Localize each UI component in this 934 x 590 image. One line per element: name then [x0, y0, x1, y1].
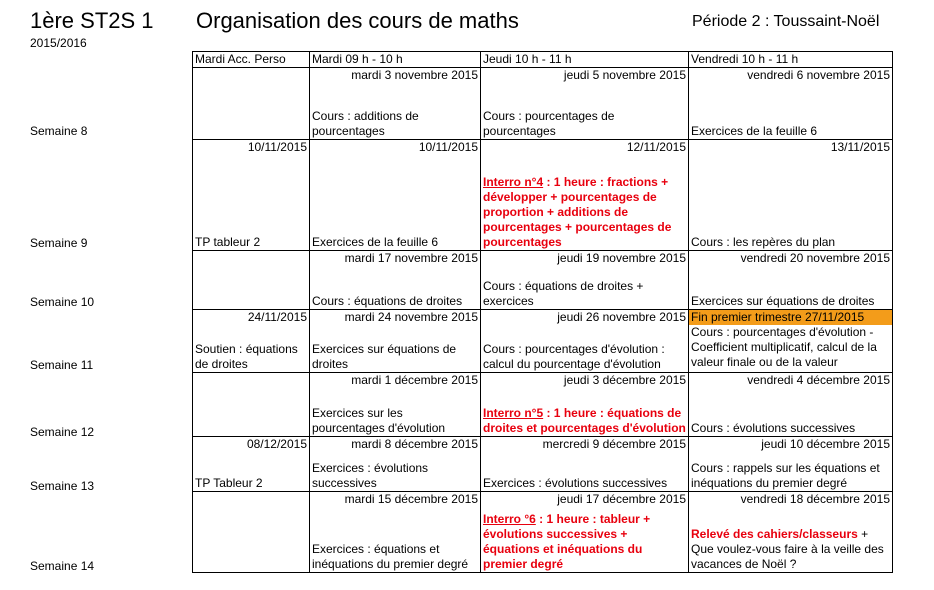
cell-content [691, 294, 890, 309]
cell-date: vendredi 18 décembre 2015 [740, 492, 890, 506]
cell-content [312, 109, 478, 139]
schedule-cell [689, 373, 893, 437]
cell-date: jeudi 10 décembre 2015 [761, 437, 890, 451]
cell-date: jeudi 19 novembre 2015 [557, 251, 686, 265]
cell-date [195, 492, 307, 507]
week-label: Semaine 13 [30, 479, 95, 493]
cell-content [312, 342, 478, 372]
cell-date: mardi 17 novembre 2015 [344, 251, 478, 265]
week-label: Semaine 11 [30, 358, 94, 372]
cell-date: mardi 1 décembre 2015 [351, 373, 478, 387]
cell-text: Soutien : équations de droites [195, 342, 298, 371]
schedule-cell [310, 140, 481, 251]
cell-content [312, 461, 478, 491]
schedule-cell [481, 437, 689, 492]
class-title: 1ère ST2S 1 [30, 8, 154, 33]
schedule-cell [310, 68, 481, 140]
interro-title: Interro °6 [483, 512, 536, 526]
schedule-cell [310, 373, 481, 437]
cell-content [195, 235, 307, 250]
week-row [193, 140, 893, 251]
cell-text: Cours : additions de pourcentages [312, 109, 419, 138]
highlight-text: : 1 heure : fractions + développer + pourcentages de proportion + additions de pourcentages + pourcentages de pourcentages [483, 175, 672, 249]
cell-content [483, 342, 686, 372]
cell-content [691, 421, 890, 436]
schedule-cell [193, 373, 310, 437]
week-label: Semaine 14 [30, 559, 95, 573]
cell-text: Cours : rappels sur les équations et inéquations du premier degré [691, 461, 880, 490]
schedule-cell [310, 251, 481, 310]
schedule-cell [689, 492, 893, 573]
cell-date: vendredi 6 novembre 2015 [747, 68, 890, 82]
cell-text: TP Tableur 2 [195, 476, 263, 490]
highlight-text: : 1 heure : équations de droites et pourcentages d'évolution [483, 406, 686, 435]
cell-date [195, 373, 307, 388]
column-header-row [193, 52, 893, 68]
highlight-text: Relevé des cahiers/classeurs [691, 527, 858, 541]
cell-date: 12/11/2015 [626, 140, 686, 154]
week-row [193, 373, 893, 437]
column-header: Mardi Acc. Perso [193, 52, 310, 68]
cell-date: jeudi 26 novembre 2015 [557, 310, 686, 324]
schedule-cell [193, 140, 310, 251]
schedule-cell [689, 251, 893, 310]
cell-date: mardi 8 décembre 2015 [351, 437, 478, 451]
cell-date: jeudi 3 décembre 2015 [563, 373, 686, 387]
cell-date: mercredi 9 décembre 2015 [542, 437, 686, 451]
cell-date: 10/11/2015 [247, 140, 307, 154]
column-header: Jeudi 10 h - 11 h [481, 52, 689, 68]
cell-text: + Que voulez-vous faire à la veille des vacances de Noël ? [691, 527, 884, 571]
cell-content [312, 235, 478, 250]
schedule-cell [193, 251, 310, 310]
cell-text: Exercices sur les pourcentages d'évolution [312, 406, 446, 435]
cell-content [483, 476, 686, 491]
cell-date: 24/11/2015 [247, 310, 307, 324]
schedule-cell [481, 251, 689, 310]
cell-content [691, 124, 890, 139]
cell-text: Exercices : évolutions successives [483, 476, 668, 490]
cell-text: Exercices : équations et inéquations du premier degré [312, 542, 469, 571]
week-label: Semaine 10 [30, 295, 95, 309]
page-title: Organisation des cours de maths [196, 8, 519, 33]
cell-text: Exercices de la feuille 6 [312, 235, 439, 249]
schedule-cell [193, 437, 310, 492]
school-year: 2015/2016 [30, 36, 87, 50]
cell-content [312, 294, 478, 309]
highlight-text: : 1 heure : tableur + évolutions successives + équations et inéquations du premier degré [483, 512, 651, 571]
interro-title: Interro n°5 [483, 406, 544, 420]
cell-content [691, 325, 890, 370]
week-label: Semaine 9 [30, 236, 88, 250]
schedule-cell [481, 492, 689, 573]
cell-text: Cours : équations de droites + exercices [483, 279, 644, 308]
week-row [193, 437, 893, 492]
schedule-cell [310, 310, 481, 373]
schedule-cell [481, 140, 689, 251]
schedule-table [192, 51, 893, 573]
cell-date: mardi 15 décembre 2015 [344, 492, 478, 506]
cell-date: jeudi 5 novembre 2015 [563, 68, 686, 82]
column-header: Vendredi 10 h - 11 h [689, 52, 893, 68]
schedule-cell [481, 373, 689, 437]
schedule-cell [689, 310, 893, 373]
cell-text: Cours : les repères du plan [691, 235, 836, 249]
cell-text: Exercices sur équations de droites [691, 294, 875, 308]
cell-date [195, 68, 307, 83]
week-label: Semaine 12 [30, 425, 95, 439]
cell-date [195, 251, 307, 266]
cell-text: Cours : pourcentages d'évolution : calcul du pourcentage d'évolution [483, 342, 665, 371]
schedule-cell [193, 68, 310, 140]
cell-text: Cours : pourcentages de pourcentages [483, 109, 615, 138]
cell-text: Cours : évolutions successives [691, 421, 856, 435]
cell-text: TP tableur 2 [195, 235, 261, 249]
schedule-cell [689, 68, 893, 140]
week-row [193, 68, 893, 140]
column-header: Mardi 09 h - 10 h [310, 52, 481, 68]
schedule-cell [481, 68, 689, 140]
cell-content [312, 542, 478, 572]
week-row [193, 310, 893, 373]
schedule-cell [481, 310, 689, 373]
cell-date: 13/11/2015 [830, 140, 890, 154]
cell-date: vendredi 4 décembre 2015 [747, 373, 890, 387]
cell-content [691, 527, 890, 572]
cell-content [483, 512, 686, 572]
cell-text: Cours : équations de droites [312, 294, 463, 308]
cell-date: mardi 24 novembre 2015 [344, 310, 478, 324]
cell-content [195, 342, 307, 372]
cell-content [691, 461, 890, 491]
cell-content [483, 109, 686, 139]
schedule-cell [310, 492, 481, 573]
interro-title: Interro n°4 [483, 175, 544, 189]
period-label: Période 2 : Toussaint-Noël [692, 13, 880, 30]
cell-content [691, 235, 890, 250]
week-row [193, 251, 893, 310]
week-label: Semaine 8 [30, 124, 88, 138]
cell-date: vendredi 20 novembre 2015 [740, 251, 890, 265]
cell-content [483, 279, 686, 309]
cell-date: 10/11/2015 [418, 140, 478, 154]
schedule-cell [310, 437, 481, 492]
cell-date: jeudi 17 décembre 2015 [557, 492, 686, 506]
schedule-cell [689, 140, 893, 251]
schedule-cell [689, 437, 893, 492]
cell-content [312, 406, 478, 436]
cell-date: 08/12/2015 [246, 437, 307, 451]
week-row [193, 492, 893, 573]
cell-text: Exercices sur équations de droites [312, 342, 457, 371]
cell-content [483, 175, 686, 250]
cell-content [195, 476, 307, 491]
cell-text: Cours : pourcentages d'évolution - Coefficient multiplicatif, calcul de la valeur finale ou de la valeur [691, 325, 877, 369]
trimester-end-banner: Fin premier trimestre 27/11/2015 [689, 310, 892, 325]
schedule-cell [193, 310, 310, 373]
cell-content [483, 406, 686, 436]
cell-text: Exercices de la feuille 6 [691, 124, 818, 138]
cell-text: Exercices : évolutions successives [312, 461, 429, 490]
cell-date: mardi 3 novembre 2015 [351, 68, 478, 82]
schedule-cell [193, 492, 310, 573]
